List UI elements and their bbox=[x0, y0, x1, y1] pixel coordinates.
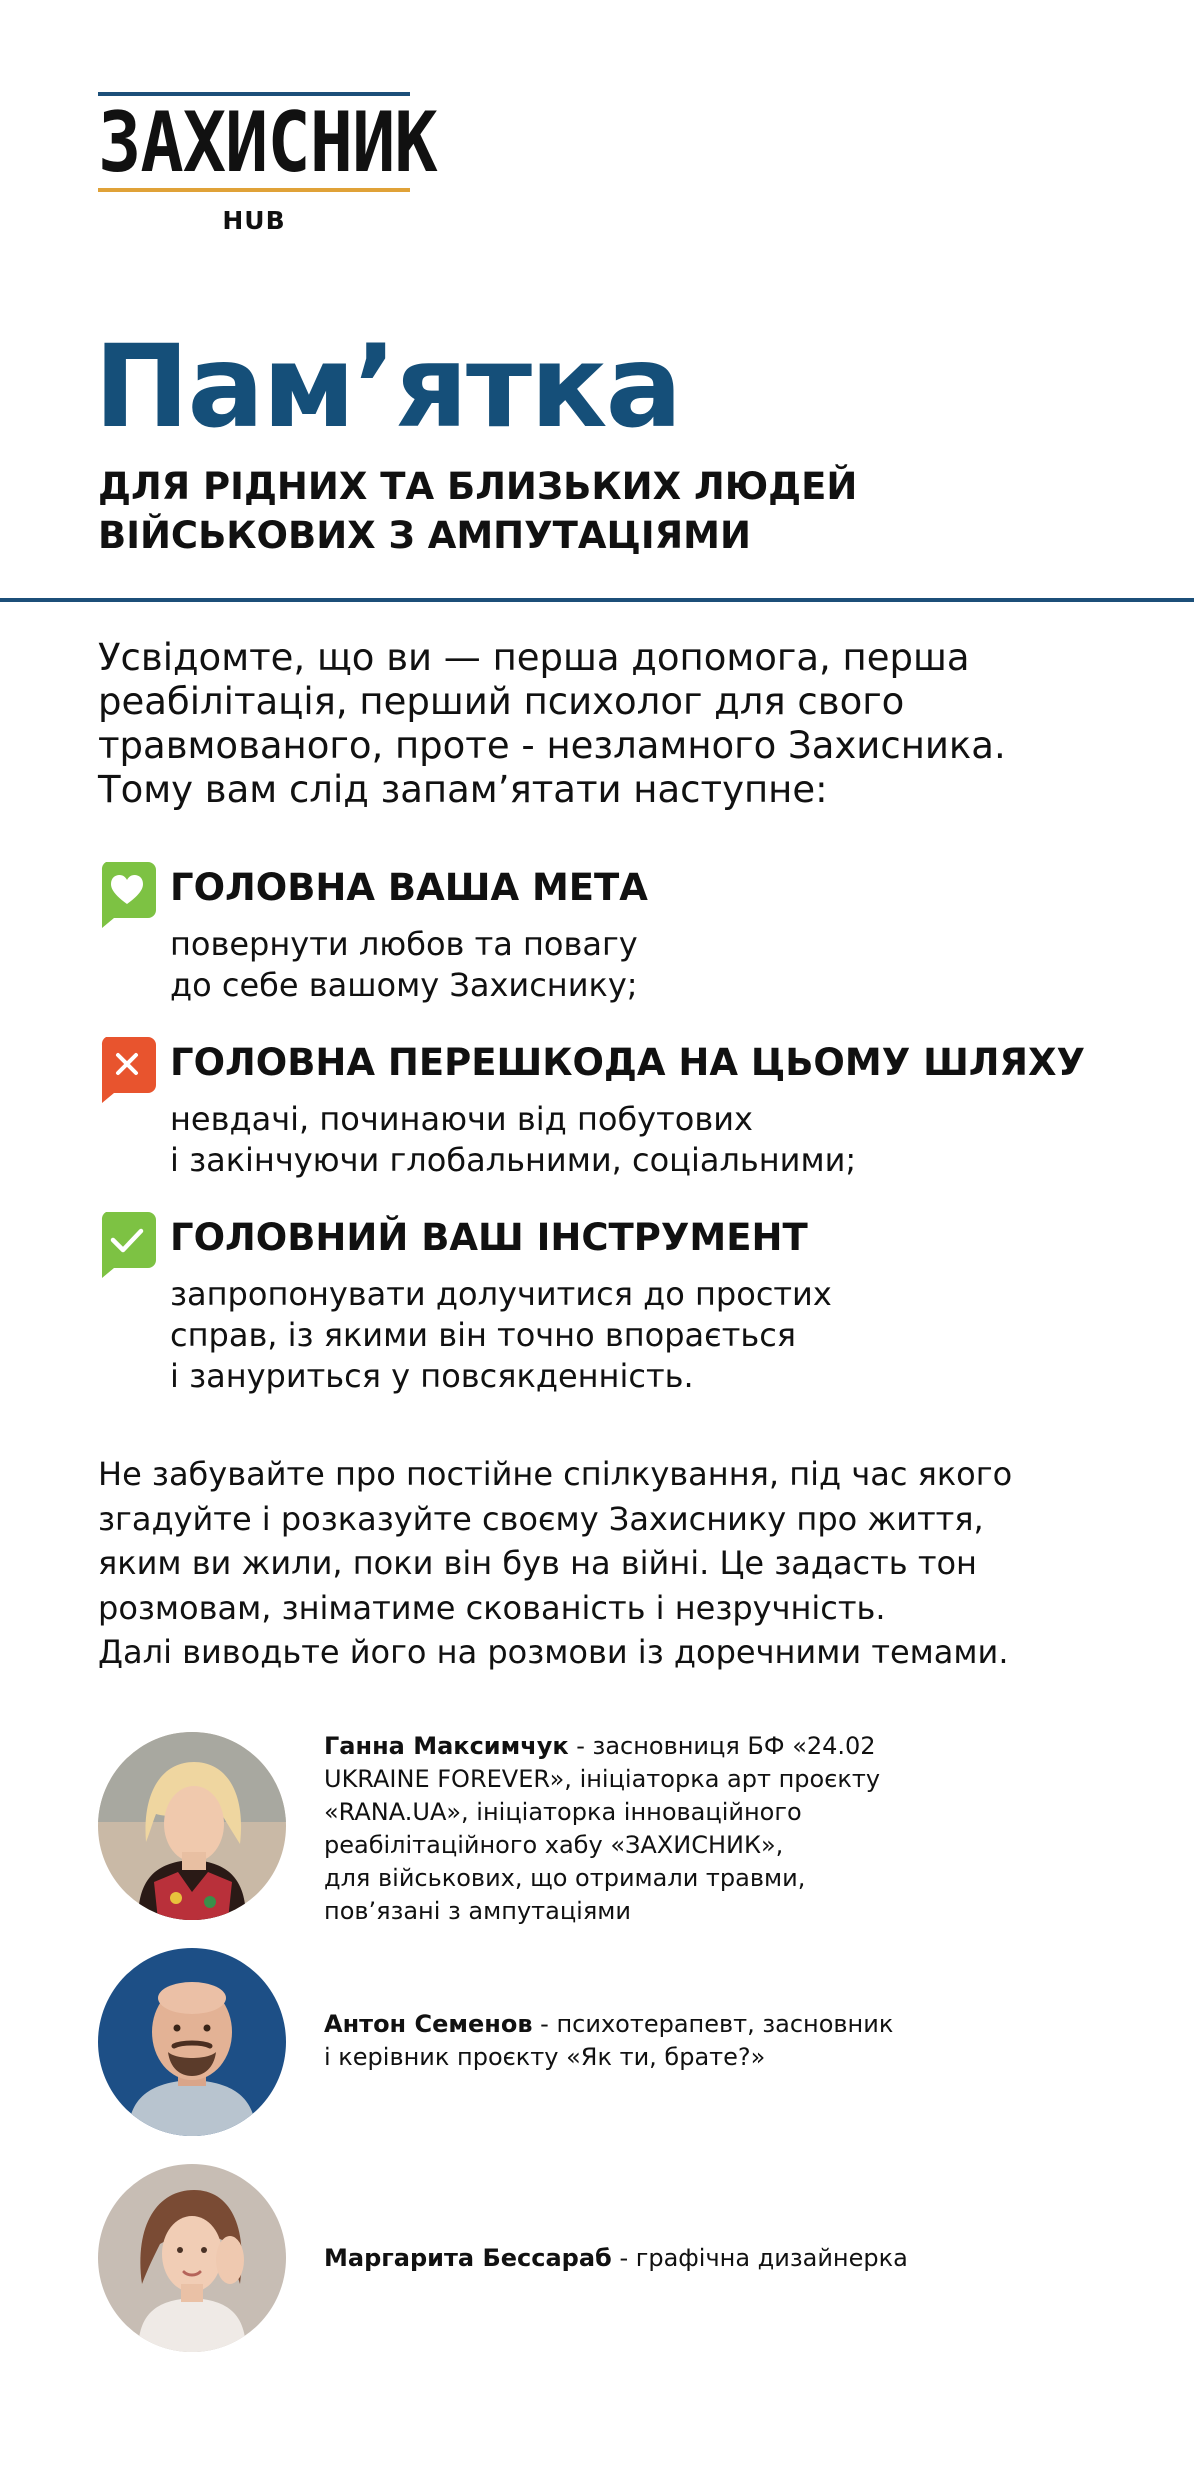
author-name: Антон Семенов bbox=[324, 2010, 533, 2038]
author-bio-line: UKRAINE FOREVER», ініціаторка арт проєкту bbox=[324, 1765, 881, 1793]
closing-line: згадуйте і розказуйте своєму Захиснику про життя, bbox=[98, 1499, 984, 1538]
point-title: ГОЛОВНИЙ ВАШ ІНСТРУМЕНТ bbox=[170, 1216, 808, 1259]
point-text-line: і зануриться у повсякденність. bbox=[170, 1357, 694, 1395]
author-card bbox=[98, 1732, 1158, 1925]
logo-wordmark: ЗАХИСНИК bbox=[98, 93, 437, 191]
intro-line: Тому вам слід запам’ятати наступне: bbox=[98, 768, 828, 811]
author-bio-line bbox=[324, 2242, 908, 2275]
closing-line: Не забувайте про постійне спілкування, під час якого bbox=[98, 1455, 1013, 1493]
point-text-line: до себе вашому Захиснику; bbox=[170, 966, 638, 1004]
page-title: Пам’ятка bbox=[94, 320, 681, 453]
cross-icon bbox=[98, 1037, 156, 1103]
point-title: ГОЛОВНА ВАША МЕТА bbox=[170, 866, 648, 909]
closing-line: розмовам, зніматиме скованість і незручність. bbox=[98, 1588, 886, 1627]
point-text-line: невдачі, починаючи від побутових bbox=[170, 1100, 753, 1138]
avatar bbox=[98, 1732, 286, 1920]
author-bio-line: реабілітаційного хабу «ЗАХИСНИК», bbox=[324, 1831, 784, 1859]
author-card bbox=[98, 2164, 1158, 2354]
author-bio bbox=[324, 2242, 908, 2275]
author-name: Маргарита Бессараб bbox=[324, 2244, 612, 2272]
author-bio-line bbox=[324, 2008, 893, 2041]
point-text-line: і закінчуючи глобальними, соціальними; bbox=[170, 1141, 857, 1179]
author-bio-line: пов’язані з ампутаціями bbox=[324, 1897, 631, 1925]
point-title: ГОЛОВНА ПЕРЕШКОДА НА ЦЬОМУ ШЛЯХУ bbox=[170, 1041, 1086, 1084]
point-text bbox=[170, 1099, 856, 1181]
logo bbox=[98, 92, 437, 235]
author-name: Ганна Максимчук bbox=[324, 1732, 569, 1760]
logo-subtitle: HUB bbox=[222, 206, 286, 235]
subtitle-line: ДЛЯ РІДНИХ ТА БЛИЗЬКИХ ЛЮДЕЙ bbox=[98, 465, 858, 508]
avatar bbox=[98, 2164, 286, 2352]
author-role: - засновниця БФ «24.02 bbox=[568, 1732, 876, 1760]
closing-line: яким ви жили, поки він був на війні. Це задасть тон bbox=[98, 1544, 977, 1582]
intro-line: травмованого, проте - незламного Захисника. bbox=[98, 724, 1006, 767]
intro-line: Усвідомте, що ви — перша допомога, перша bbox=[98, 636, 970, 679]
closing-paragraph bbox=[98, 1452, 1178, 1675]
author-role: - графічна дизайнерка bbox=[611, 2244, 908, 2272]
check-icon bbox=[98, 1212, 156, 1278]
author-role: - психотерапевт, засновник bbox=[532, 2010, 894, 2038]
subtitle-line: ВІЙСЬКОВИХ З АМПУТАЦІЯМИ bbox=[98, 514, 751, 557]
intro-paragraph bbox=[98, 636, 1158, 812]
point-text bbox=[170, 924, 638, 1006]
author-bio-line bbox=[324, 1730, 880, 1763]
point-text-line: повернути любов та повагу bbox=[170, 925, 638, 963]
author-bio bbox=[324, 1730, 880, 1928]
avatar bbox=[98, 1948, 286, 2136]
point-text-line: справ, із якими він точно впорається bbox=[170, 1316, 797, 1354]
author-bio bbox=[324, 2008, 893, 2074]
author-bio-line: «RANA.UA», ініціаторка інноваційного bbox=[324, 1798, 802, 1826]
author-card bbox=[98, 1948, 1158, 2138]
closing-line: Далі виводьте його на розмови із доречними темами. bbox=[98, 1633, 1009, 1671]
point-text-line: запропонувати долучитися до простих bbox=[170, 1275, 832, 1313]
intro-line: реабілітація, перший психолог для свого bbox=[98, 680, 905, 723]
author-bio-line: і керівник проєкту «Як ти, брате?» bbox=[324, 2043, 766, 2071]
author-bio-line: для військових, що отримали травми, bbox=[324, 1864, 806, 1892]
heart-icon bbox=[98, 862, 156, 928]
page-subtitle bbox=[98, 462, 857, 560]
section-divider bbox=[0, 598, 1194, 602]
point-text bbox=[170, 1274, 832, 1397]
